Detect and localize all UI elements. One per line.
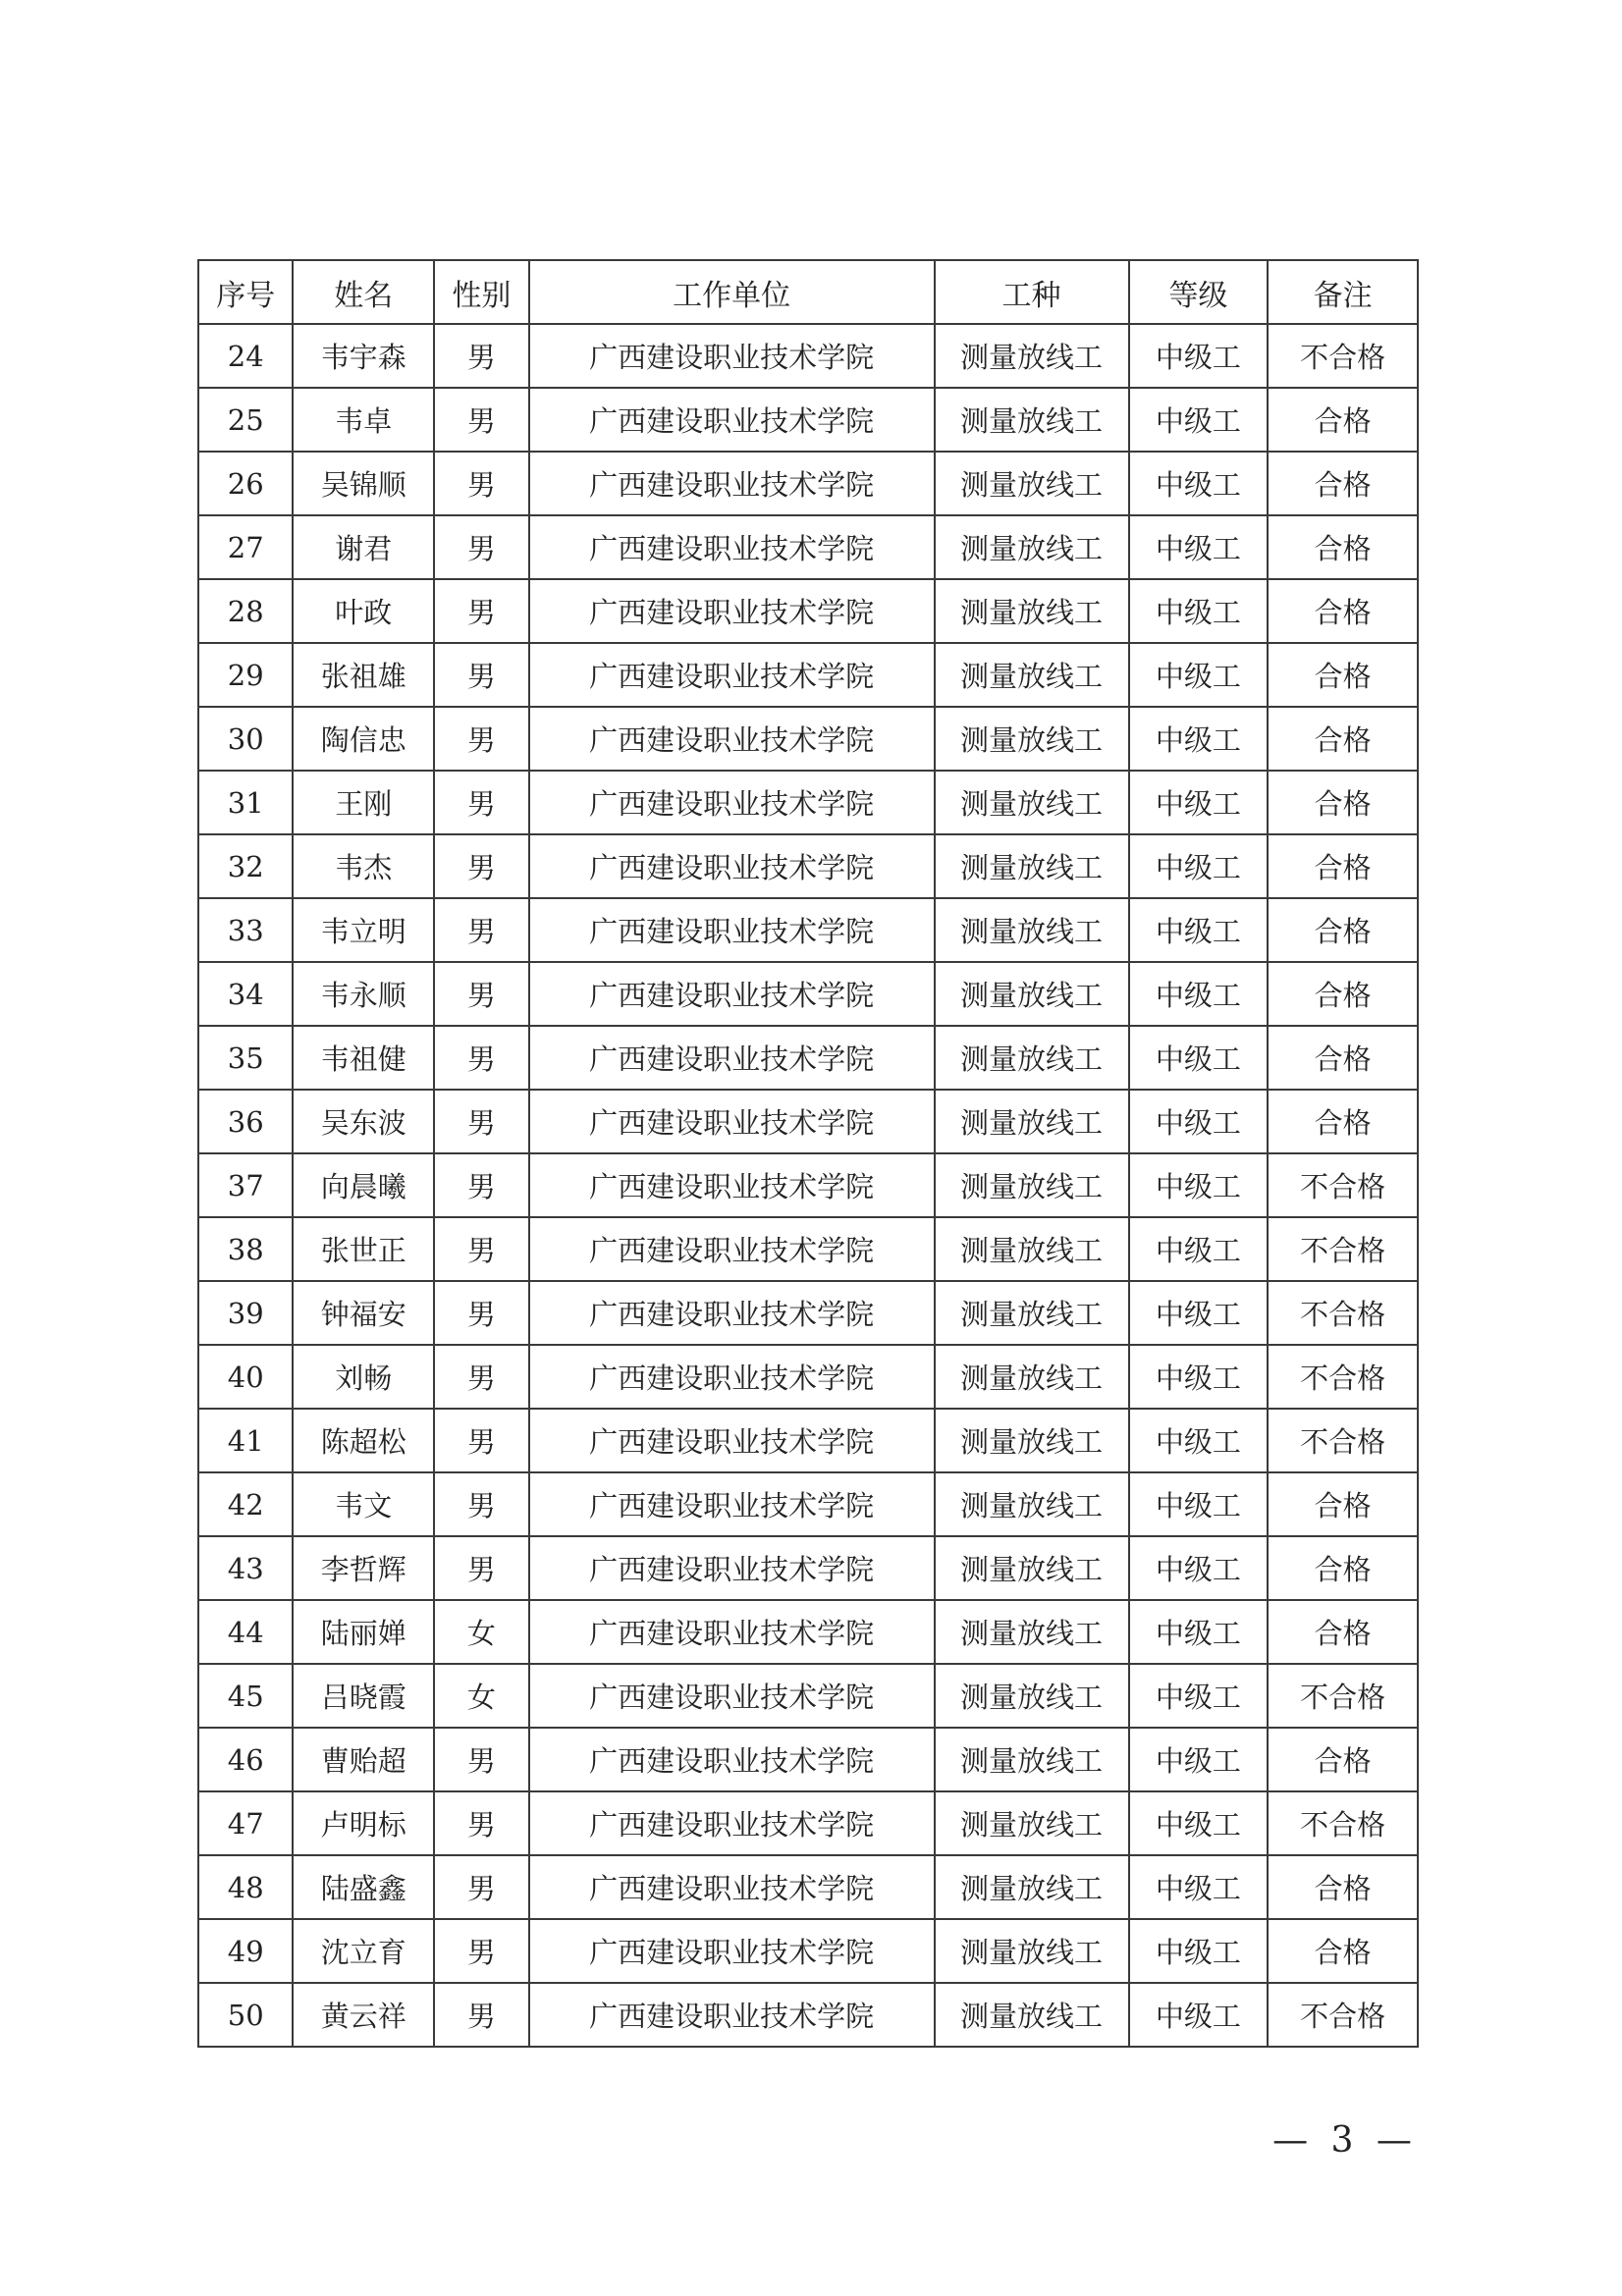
cell-seq: 48 [198, 1855, 293, 1919]
cell-level: 中级工 [1129, 1855, 1269, 1919]
cell-level: 中级工 [1129, 388, 1269, 452]
cell-level: 中级工 [1129, 1217, 1269, 1281]
cell-seq: 42 [198, 1472, 293, 1536]
cell-trade: 测量放线工 [935, 1281, 1129, 1345]
cell-seq: 47 [198, 1791, 293, 1855]
cell-level: 中级工 [1129, 1983, 1269, 2047]
cell-unit: 广西建设职业技术学院 [529, 1472, 935, 1536]
cell-gender: 男 [434, 1345, 528, 1409]
cell-trade: 测量放线工 [935, 1664, 1129, 1728]
cell-name: 陆盛鑫 [293, 1855, 434, 1919]
table-row [198, 1919, 1418, 1983]
table-row [198, 324, 1418, 388]
cell-unit: 广西建设职业技术学院 [529, 515, 935, 579]
cell-gender: 男 [434, 1026, 528, 1090]
cell-level: 中级工 [1129, 1728, 1269, 1791]
cell-name: 陶信忠 [293, 707, 434, 771]
cell-name: 韦祖健 [293, 1026, 434, 1090]
cell-gender: 男 [434, 1983, 528, 2047]
cell-unit: 广西建设职业技术学院 [529, 579, 935, 643]
cell-level: 中级工 [1129, 771, 1269, 834]
cell-unit: 广西建设职业技术学院 [529, 324, 935, 388]
cell-name: 张祖雄 [293, 643, 434, 707]
cell-name: 李哲辉 [293, 1536, 434, 1600]
cell-gender: 男 [434, 1472, 528, 1536]
cell-gender: 男 [434, 1728, 528, 1791]
cell-trade: 测量放线工 [935, 515, 1129, 579]
table-row [198, 1791, 1418, 1855]
header-row [198, 260, 1418, 324]
cell-remark: 合格 [1268, 388, 1418, 452]
header-col-seq: 序号 [198, 260, 293, 324]
cell-remark: 合格 [1268, 1855, 1418, 1919]
cell-remark: 不合格 [1268, 1217, 1418, 1281]
cell-remark: 合格 [1268, 643, 1418, 707]
cell-gender: 男 [434, 579, 528, 643]
cell-gender: 男 [434, 1855, 528, 1919]
cell-gender: 男 [434, 1153, 528, 1217]
cell-name: 曹贻超 [293, 1728, 434, 1791]
cell-unit: 广西建设职业技术学院 [529, 1919, 935, 1983]
cell-seq: 25 [198, 388, 293, 452]
table-row [198, 1536, 1418, 1600]
cell-trade: 测量放线工 [935, 643, 1129, 707]
cell-remark: 不合格 [1268, 1983, 1418, 2047]
cell-trade: 测量放线工 [935, 1153, 1129, 1217]
cell-remark: 合格 [1268, 1536, 1418, 1600]
table-row [198, 1090, 1418, 1153]
cell-remark: 合格 [1268, 452, 1418, 515]
cell-seq: 44 [198, 1600, 293, 1664]
cell-gender: 女 [434, 1664, 528, 1728]
cell-remark: 合格 [1268, 1090, 1418, 1153]
cell-seq: 36 [198, 1090, 293, 1153]
cell-level: 中级工 [1129, 452, 1269, 515]
cell-level: 中级工 [1129, 1536, 1269, 1600]
table-row [198, 1472, 1418, 1536]
cell-gender: 男 [434, 452, 528, 515]
cell-gender: 男 [434, 1791, 528, 1855]
cell-name: 钟福安 [293, 1281, 434, 1345]
cell-level: 中级工 [1129, 579, 1269, 643]
cell-level: 中级工 [1129, 1345, 1269, 1409]
cell-trade: 测量放线工 [935, 834, 1129, 898]
table-row [198, 1281, 1418, 1345]
cell-level: 中级工 [1129, 1791, 1269, 1855]
table-row [198, 452, 1418, 515]
table-row [198, 1600, 1418, 1664]
cell-level: 中级工 [1129, 1153, 1269, 1217]
cell-name: 张世正 [293, 1217, 434, 1281]
cell-seq: 45 [198, 1664, 293, 1728]
cell-level: 中级工 [1129, 1090, 1269, 1153]
cell-trade: 测量放线工 [935, 1919, 1129, 1983]
header-col-level: 等级 [1129, 260, 1269, 324]
table-row [198, 771, 1418, 834]
cell-level: 中级工 [1129, 1664, 1269, 1728]
cell-name: 陈超松 [293, 1409, 434, 1472]
cell-gender: 男 [434, 324, 528, 388]
cell-trade: 测量放线工 [935, 1983, 1129, 2047]
cell-remark: 合格 [1268, 1026, 1418, 1090]
table-row [198, 1664, 1418, 1728]
header-col-trade: 工种 [935, 260, 1129, 324]
cell-unit: 广西建设职业技术学院 [529, 1090, 935, 1153]
cell-gender: 男 [434, 643, 528, 707]
cell-trade: 测量放线工 [935, 707, 1129, 771]
cell-seq: 35 [198, 1026, 293, 1090]
cell-trade: 测量放线工 [935, 962, 1129, 1026]
table-row [198, 898, 1418, 962]
table-row [198, 962, 1418, 1026]
table-row [198, 388, 1418, 452]
cell-name: 韦永顺 [293, 962, 434, 1026]
cell-name: 向晨曦 [293, 1153, 434, 1217]
table-row [198, 1855, 1418, 1919]
cell-trade: 测量放线工 [935, 452, 1129, 515]
cell-gender: 男 [434, 1090, 528, 1153]
cell-unit: 广西建设职业技术学院 [529, 452, 935, 515]
cell-name: 卢明标 [293, 1791, 434, 1855]
cell-remark: 合格 [1268, 1600, 1418, 1664]
cell-unit: 广西建设职业技术学院 [529, 834, 935, 898]
table-row [198, 707, 1418, 771]
cell-trade: 测量放线工 [935, 1791, 1129, 1855]
cell-name: 吕晓霞 [293, 1664, 434, 1728]
cell-remark: 不合格 [1268, 1664, 1418, 1728]
cell-unit: 广西建设职业技术学院 [529, 771, 935, 834]
cell-name: 吴锦顺 [293, 452, 434, 515]
cell-level: 中级工 [1129, 1600, 1269, 1664]
cell-remark: 不合格 [1268, 1791, 1418, 1855]
cell-name: 黄云祥 [293, 1983, 434, 2047]
cell-unit: 广西建设职业技术学院 [529, 1217, 935, 1281]
cell-seq: 26 [198, 452, 293, 515]
cell-unit: 广西建设职业技术学院 [529, 1153, 935, 1217]
cell-seq: 31 [198, 771, 293, 834]
cell-name: 刘畅 [293, 1345, 434, 1409]
table-row [198, 643, 1418, 707]
cell-gender: 男 [434, 1217, 528, 1281]
cell-gender: 男 [434, 898, 528, 962]
cell-remark: 合格 [1268, 1472, 1418, 1536]
cell-unit: 广西建设职业技术学院 [529, 643, 935, 707]
cell-seq: 30 [198, 707, 293, 771]
cell-seq: 27 [198, 515, 293, 579]
cell-name: 叶政 [293, 579, 434, 643]
cell-remark: 不合格 [1268, 1153, 1418, 1217]
cell-seq: 43 [198, 1536, 293, 1600]
table-row [198, 1728, 1418, 1791]
cell-unit: 广西建设职业技术学院 [529, 388, 935, 452]
cell-remark: 合格 [1268, 707, 1418, 771]
cell-trade: 测量放线工 [935, 324, 1129, 388]
cell-unit: 广西建设职业技术学院 [529, 1536, 935, 1600]
header-col-unit: 工作单位 [529, 260, 935, 324]
cell-unit: 广西建设职业技术学院 [529, 1855, 935, 1919]
cell-seq: 33 [198, 898, 293, 962]
cell-trade: 测量放线工 [935, 1217, 1129, 1281]
cell-remark: 不合格 [1268, 324, 1418, 388]
cell-trade: 测量放线工 [935, 1345, 1129, 1409]
header-col-gender: 性别 [434, 260, 528, 324]
cell-gender: 男 [434, 515, 528, 579]
cell-remark: 合格 [1268, 1919, 1418, 1983]
cell-seq: 50 [198, 1983, 293, 2047]
table-row [198, 1345, 1418, 1409]
cell-trade: 测量放线工 [935, 1472, 1129, 1536]
cell-seq: 37 [198, 1153, 293, 1217]
cell-unit: 广西建设职业技术学院 [529, 1026, 935, 1090]
cell-seq: 46 [198, 1728, 293, 1791]
cell-seq: 40 [198, 1345, 293, 1409]
table-row [198, 1983, 1418, 2047]
cell-remark: 不合格 [1268, 1281, 1418, 1345]
cell-level: 中级工 [1129, 834, 1269, 898]
cell-remark: 不合格 [1268, 1409, 1418, 1472]
cell-gender: 男 [434, 388, 528, 452]
cell-trade: 测量放线工 [935, 1728, 1129, 1791]
cell-name: 韦文 [293, 1472, 434, 1536]
cell-name: 陆丽婵 [293, 1600, 434, 1664]
cell-unit: 广西建设职业技术学院 [529, 1409, 935, 1472]
cell-trade: 测量放线工 [935, 1409, 1129, 1472]
cell-trade: 测量放线工 [935, 1090, 1129, 1153]
cell-seq: 32 [198, 834, 293, 898]
cell-gender: 男 [434, 962, 528, 1026]
cell-level: 中级工 [1129, 962, 1269, 1026]
cell-trade: 测量放线工 [935, 579, 1129, 643]
cell-level: 中级工 [1129, 643, 1269, 707]
table-row [198, 579, 1418, 643]
cell-unit: 广西建设职业技术学院 [529, 1983, 935, 2047]
cell-trade: 测量放线工 [935, 898, 1129, 962]
cell-name: 韦宇森 [293, 324, 434, 388]
cell-unit: 广西建设职业技术学院 [529, 1600, 935, 1664]
cell-level: 中级工 [1129, 898, 1269, 962]
cell-unit: 广西建设职业技术学院 [529, 1281, 935, 1345]
cell-gender: 男 [434, 1536, 528, 1600]
cell-name: 王刚 [293, 771, 434, 834]
cell-gender: 女 [434, 1600, 528, 1664]
table-row [198, 1217, 1418, 1281]
cell-seq: 24 [198, 324, 293, 388]
cell-seq: 34 [198, 962, 293, 1026]
cell-level: 中级工 [1129, 324, 1269, 388]
cell-seq: 28 [198, 579, 293, 643]
header-col-remark: 备注 [1268, 260, 1418, 324]
cell-gender: 男 [434, 834, 528, 898]
cell-name: 韦卓 [293, 388, 434, 452]
cell-trade: 测量放线工 [935, 771, 1129, 834]
cell-unit: 广西建设职业技术学院 [529, 1791, 935, 1855]
cell-trade: 测量放线工 [935, 1536, 1129, 1600]
cell-trade: 测量放线工 [935, 388, 1129, 452]
cell-level: 中级工 [1129, 1026, 1269, 1090]
table-row [198, 515, 1418, 579]
cell-level: 中级工 [1129, 515, 1269, 579]
cell-name: 吴东波 [293, 1090, 434, 1153]
results-table [197, 259, 1419, 2048]
cell-level: 中级工 [1129, 1919, 1269, 1983]
cell-gender: 男 [434, 1281, 528, 1345]
cell-level: 中级工 [1129, 707, 1269, 771]
page-number: — 3 — [1272, 2120, 1418, 2161]
cell-unit: 广西建设职业技术学院 [529, 1728, 935, 1791]
cell-remark: 合格 [1268, 579, 1418, 643]
cell-name: 沈立育 [293, 1919, 434, 1983]
cell-remark: 合格 [1268, 515, 1418, 579]
cell-remark: 不合格 [1268, 1345, 1418, 1409]
cell-unit: 广西建设职业技术学院 [529, 707, 935, 771]
cell-gender: 男 [434, 1919, 528, 1983]
cell-name: 谢君 [293, 515, 434, 579]
cell-remark: 合格 [1268, 962, 1418, 1026]
cell-trade: 测量放线工 [935, 1600, 1129, 1664]
cell-remark: 合格 [1268, 834, 1418, 898]
cell-unit: 广西建设职业技术学院 [529, 1345, 935, 1409]
cell-name: 韦杰 [293, 834, 434, 898]
cell-level: 中级工 [1129, 1472, 1269, 1536]
header-col-name: 姓名 [293, 260, 434, 324]
cell-seq: 39 [198, 1281, 293, 1345]
cell-remark: 合格 [1268, 898, 1418, 962]
cell-gender: 男 [434, 707, 528, 771]
cell-unit: 广西建设职业技术学院 [529, 1664, 935, 1728]
table-row [198, 1409, 1418, 1472]
cell-level: 中级工 [1129, 1281, 1269, 1345]
cell-level: 中级工 [1129, 1409, 1269, 1472]
cell-unit: 广西建设职业技术学院 [529, 962, 935, 1026]
cell-seq: 38 [198, 1217, 293, 1281]
cell-trade: 测量放线工 [935, 1855, 1129, 1919]
table-row [198, 834, 1418, 898]
cell-seq: 29 [198, 643, 293, 707]
cell-trade: 测量放线工 [935, 1026, 1129, 1090]
cell-unit: 广西建设职业技术学院 [529, 898, 935, 962]
cell-gender: 男 [434, 1409, 528, 1472]
table-header [198, 260, 1418, 324]
cell-seq: 41 [198, 1409, 293, 1472]
table-row [198, 1153, 1418, 1217]
cell-remark: 合格 [1268, 1728, 1418, 1791]
cell-seq: 49 [198, 1919, 293, 1983]
cell-remark: 合格 [1268, 771, 1418, 834]
cell-name: 韦立明 [293, 898, 434, 962]
table-body [198, 324, 1418, 2047]
cell-gender: 男 [434, 771, 528, 834]
table-row [198, 1026, 1418, 1090]
